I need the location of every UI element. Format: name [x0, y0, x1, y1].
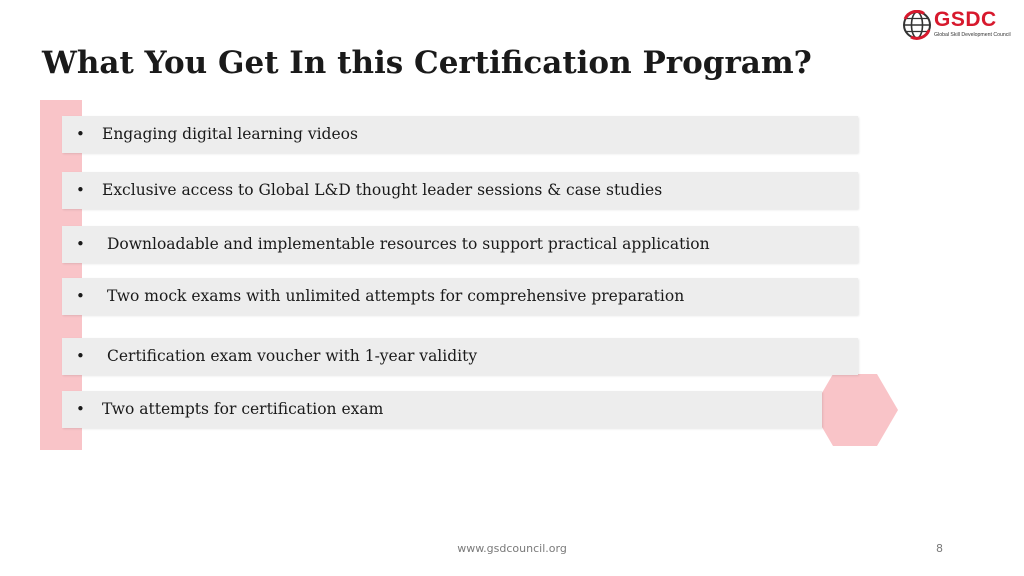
bullet-marker: •: [76, 235, 85, 253]
benefit-text: Engaging digital learning videos: [102, 125, 358, 143]
bullet-marker: •: [76, 287, 85, 305]
footer-website-url: www.gsdcouncil.org: [457, 542, 567, 555]
bullet-marker: •: [76, 400, 85, 418]
benefit-text: Two mock exams with unlimited attempts for comprehensive preparation: [107, 287, 685, 305]
benefit-item: [62, 391, 822, 428]
benefit-text: Exclusive access to Global L&D thought leader sessions & case studies: [102, 181, 663, 199]
gsdc-logo: [902, 8, 1011, 42]
bullet-marker: •: [76, 347, 85, 365]
logo-wordmark: GSDC: [934, 8, 997, 31]
benefit-item: [62, 172, 858, 209]
bullet-marker: •: [76, 181, 85, 199]
logo-tagline: Global Skill Development Council: [934, 32, 1011, 38]
benefit-item: [62, 116, 858, 153]
benefit-item: [62, 338, 858, 375]
benefit-text: Two attempts for certification exam: [102, 400, 384, 418]
benefit-item: [62, 226, 858, 263]
slide-title: What You Get In this Certification Program?: [42, 45, 812, 81]
decorative-hexagon: [812, 374, 898, 446]
globe-icon: [902, 10, 932, 40]
benefit-item: [62, 278, 858, 315]
benefit-text: Certification exam voucher with 1-year validity: [107, 347, 478, 365]
bullet-marker: •: [76, 125, 85, 143]
page-number: 8: [936, 542, 943, 555]
benefit-text: Downloadable and implementable resources to support practical application: [107, 235, 710, 253]
